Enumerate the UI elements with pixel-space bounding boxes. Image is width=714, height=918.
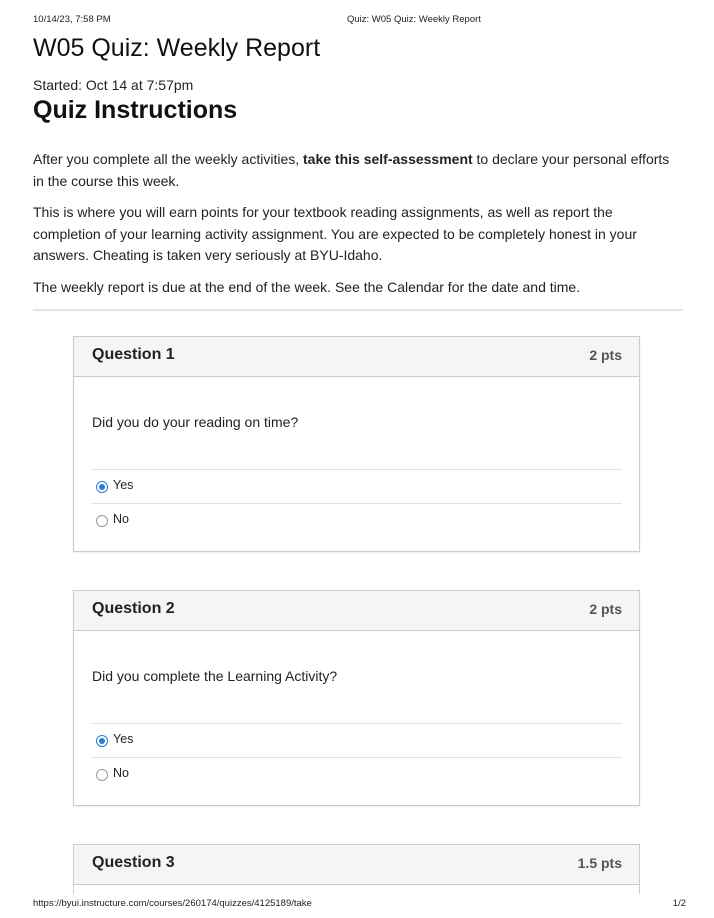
quiz-started-time: Started: Oct 14 at 7:57pm bbox=[33, 77, 194, 93]
question-name: Question 2 bbox=[92, 600, 175, 617]
question-3 bbox=[73, 844, 640, 894]
answer-option-yes[interactable] bbox=[91, 470, 622, 504]
print-date: 10/14/23, 7:58 PM bbox=[33, 14, 111, 25]
question-text: Did you complete the Learning Activity? bbox=[92, 668, 338, 684]
question-header bbox=[74, 337, 639, 377]
answer-option-no[interactable] bbox=[91, 504, 622, 537]
radio-button-selected[interactable] bbox=[96, 735, 108, 747]
instructions-paragraph-2: This is where you will earn points for your textbook reading assignments, as well as report the completion of your learning activity assignment. You are expected to be completely honest in your answers. Cheating is taken very seriously at BYU-Idaho. bbox=[33, 204, 637, 263]
answer-option-no[interactable] bbox=[91, 758, 622, 791]
answer-label[interactable]: Yes bbox=[113, 478, 134, 492]
instructions-paragraph-1 bbox=[33, 149, 683, 192]
question-2 bbox=[73, 590, 640, 806]
question-header bbox=[74, 591, 639, 631]
question-points: 2 pts bbox=[589, 601, 622, 617]
question-text: Did you do your reading on time? bbox=[92, 414, 299, 430]
instructions-bold-text: take this self-assessment bbox=[303, 151, 473, 167]
answer-label[interactable]: No bbox=[113, 766, 129, 780]
quiz-instructions bbox=[33, 149, 683, 308]
question-name: Question 3 bbox=[92, 854, 175, 871]
quiz-title: W05 Quiz: Weekly Report bbox=[33, 34, 321, 62]
question-name: Question 1 bbox=[92, 346, 175, 363]
answer-option-yes[interactable] bbox=[91, 724, 622, 758]
instructions-heading: Quiz Instructions bbox=[33, 96, 238, 124]
instructions-paragraph-3: The weekly report is due at the end of the week. See the Calendar for the date and time. bbox=[33, 278, 581, 295]
radio-button[interactable] bbox=[96, 515, 108, 527]
question-header bbox=[74, 845, 639, 885]
question-points: 1.5 pts bbox=[577, 855, 622, 871]
answer-label[interactable]: Yes bbox=[113, 732, 134, 746]
page-number: 1/2 bbox=[672, 898, 686, 909]
print-doc-title: Quiz: W05 Quiz: Weekly Report bbox=[347, 14, 481, 25]
instructions-text: to declare your personal efforts in the course this week. bbox=[33, 151, 670, 189]
print-url: https://byui.instructure.com/courses/260174/quizzes/4125189/take bbox=[33, 898, 312, 909]
answer-label[interactable]: No bbox=[113, 512, 129, 526]
answer-list bbox=[91, 723, 622, 791]
question-points: 2 pts bbox=[589, 347, 622, 363]
radio-button-selected[interactable] bbox=[96, 481, 108, 493]
question-1 bbox=[73, 336, 640, 552]
radio-button[interactable] bbox=[96, 769, 108, 781]
instructions-text: After you complete all the weekly activities, bbox=[33, 151, 304, 167]
divider bbox=[33, 309, 683, 311]
answer-list bbox=[91, 469, 622, 537]
